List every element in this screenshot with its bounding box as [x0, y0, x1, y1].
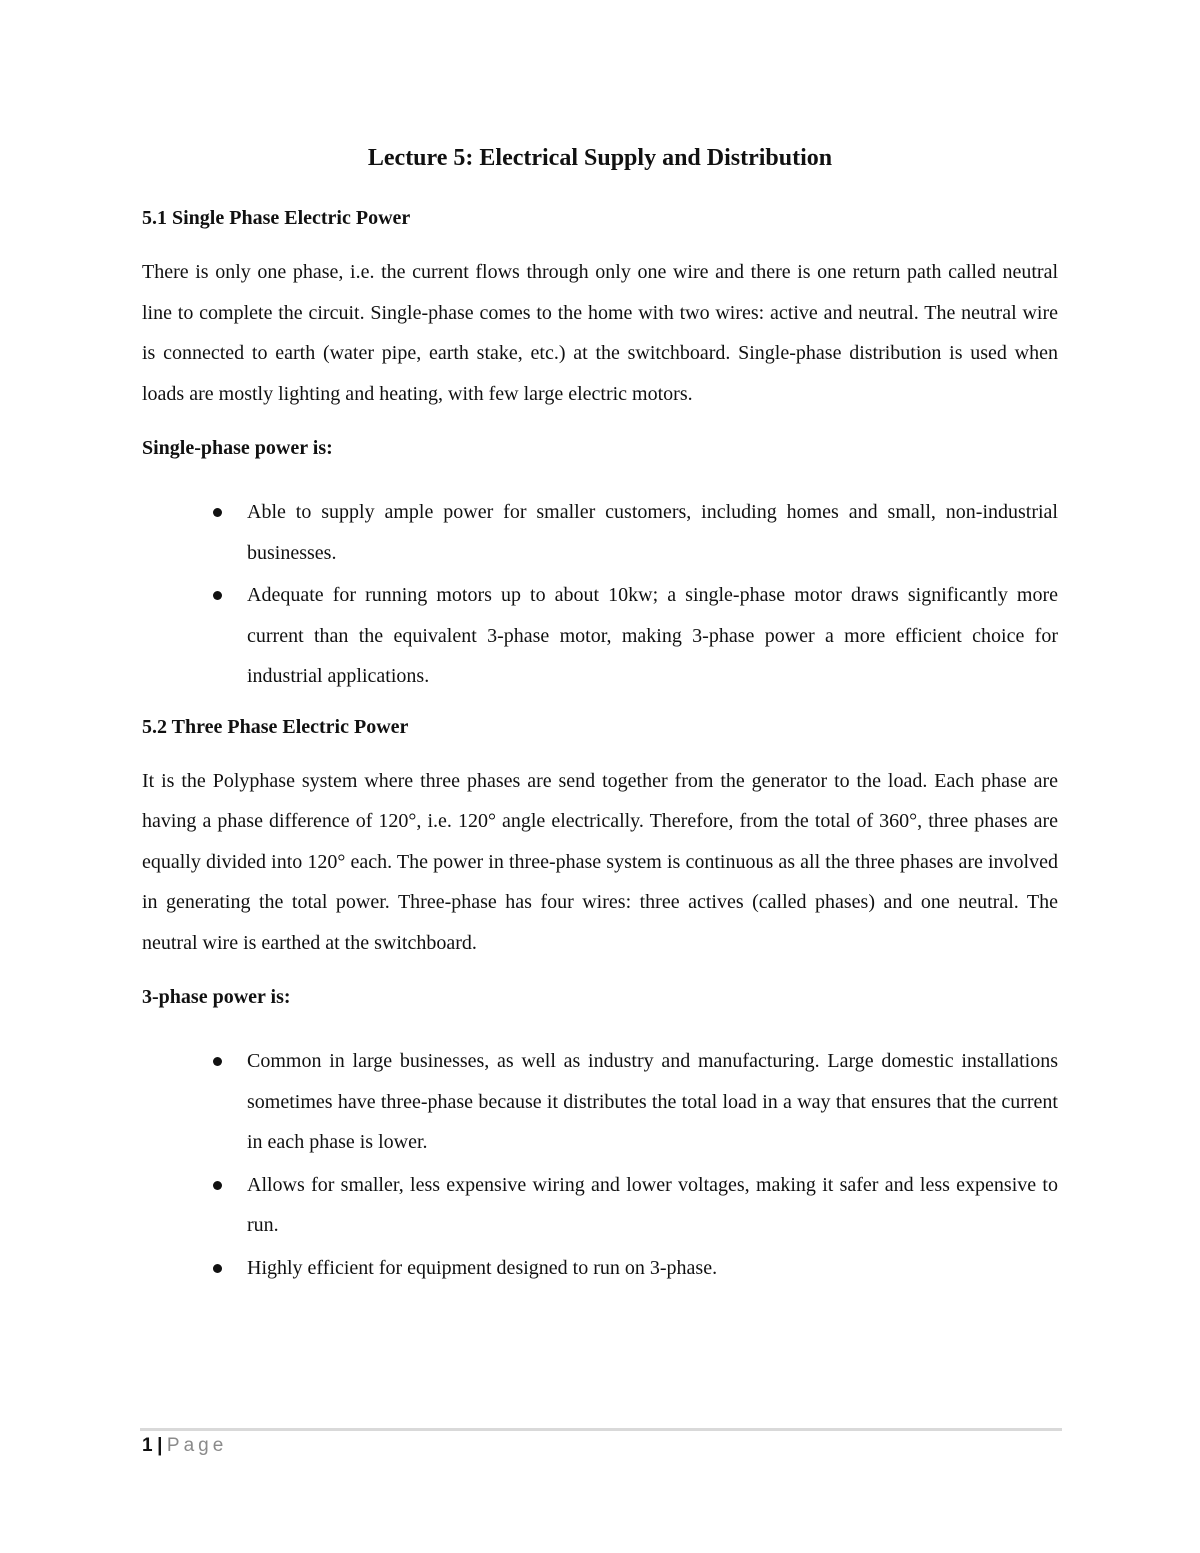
page-label: Page: [166, 1435, 228, 1456]
list-item: [142, 1248, 1058, 1289]
footer-divider: [140, 1428, 1062, 1431]
bullet-list-three-phase: [142, 1041, 1058, 1288]
document-title: Lecture 5: Electrical Supply and Distribution: [367, 145, 833, 171]
page-number: 1: [142, 1435, 154, 1456]
section-heading-three-phase: 5.2 Three Phase Electric Power: [142, 715, 409, 738]
list-item: [142, 492, 1058, 573]
list-heading-three-phase: 3-phase power is:: [142, 986, 291, 1008]
bullet-icon: [213, 1264, 222, 1273]
bullet-icon: [213, 1057, 222, 1066]
footer-separator: |: [157, 1435, 163, 1456]
page-footer: [142, 1434, 227, 1458]
list-item: [142, 1165, 1058, 1246]
list-item: [142, 1041, 1058, 1163]
list-item-text: Highly efficient for equipment designed to run on 3-phase.: [247, 1256, 718, 1279]
section-paragraph-single-phase: There is only one phase, i.e. the current flows through only one wire and there is one return path called neutral line to complete the circuit. Single-phase comes to the home with two wires: active and neutral. The neutral wire is connected to earth (water pipe, earth stake, etc.) at the switchboard. Single-phase distribution is used when loads are mostly lighting and heating, with few large electric motors.: [142, 261, 1058, 405]
section-heading-single-phase: 5.1 Single Phase Electric Power: [142, 207, 411, 229]
bullet-icon: [213, 508, 222, 517]
list-item-text: Allows for smaller, less expensive wiring and lower voltages, making it safer and less expensive to run.: [247, 1173, 1058, 1236]
section-paragraph-three-phase: It is the Polyphase system where three phases are send together from the generator to the load. Each phase are having a phase difference of 120°, i.e. 120° angle electrically. Therefore, from the total of 360°, three phases are equally divided into 120° each. The power in three-phase system is continuous as all the three phases are involved in generating the total power. Three-phase has four wires: three actives (called phases) and one neutral. The neutral wire is earthed at the switchboard.: [142, 769, 1058, 954]
bullet-list-single-phase: [142, 492, 1058, 697]
list-heading-single-phase: Single-phase power is:: [142, 437, 333, 459]
list-item-text: Adequate for running motors up to about 10kw; a single-phase motor draws significantly more current than the equivalent 3-phase motor, making 3-phase power a more efficient choice for industrial applications.: [247, 584, 1058, 687]
bullet-icon: [213, 591, 222, 600]
list-item-text: Able to supply ample power for smaller customers, including homes and small, non-industrial businesses.: [247, 501, 1058, 564]
bullet-icon: [213, 1181, 222, 1190]
list-item-text: Common in large businesses, as well as industry and manufacturing. Large domestic installations sometimes have three-phase because it distributes the total load in a way that ensures that the current in each phase is lower.: [247, 1050, 1058, 1153]
list-item: [142, 575, 1058, 697]
page-content: [142, 140, 1058, 1288]
